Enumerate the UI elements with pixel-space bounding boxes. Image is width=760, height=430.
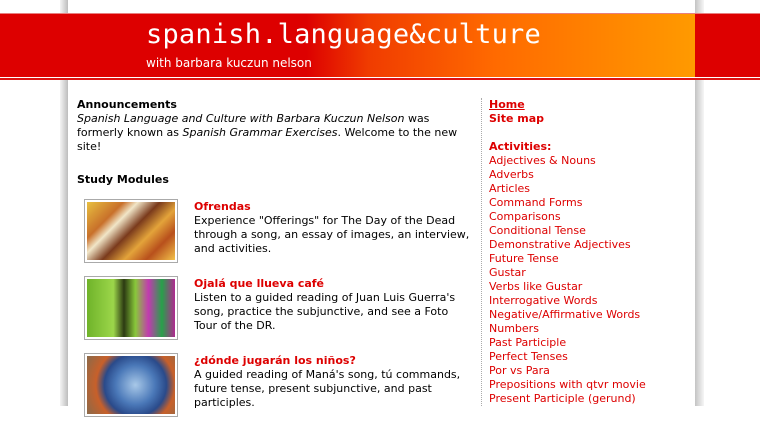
site-header	[0, 13, 760, 77]
announcement-text-2: . Welcome to the new site!	[77, 126, 458, 153]
sidebar-nav	[481, 98, 694, 406]
activity-link[interactable]: Adjectives & Nouns	[489, 154, 596, 167]
activity-link[interactable]: Verbs like Gustar	[489, 280, 583, 293]
module-ojala	[77, 276, 472, 353]
spacer	[489, 126, 694, 140]
activity-link[interactable]: Past Participle	[489, 336, 567, 349]
module-ofrendas	[77, 199, 472, 276]
activity-link[interactable]: Prepositions with qtvr movie	[489, 378, 646, 391]
study-modules-heading: Study Modules	[77, 173, 169, 186]
module-thumbnail[interactable]	[84, 353, 178, 417]
announcement-text-1: was formerly known as	[77, 112, 430, 139]
module-title-link[interactable]: Ofrendas	[194, 200, 251, 213]
announcement-italic-old-title: Spanish Grammar Exercises	[182, 126, 338, 139]
module-donde-jugaran	[77, 353, 472, 430]
module-description: A guided reading of Maná's song, tú commands, future tense, present subjunctive, and past participles.	[194, 368, 461, 409]
activity-link[interactable]: Adverbs	[489, 168, 534, 181]
activity-link[interactable]: Interrogative Words	[489, 294, 598, 307]
activity-link[interactable]: Articles	[489, 182, 531, 195]
activities-heading: Activities:	[489, 140, 552, 153]
activity-link[interactable]: Command Forms	[489, 196, 583, 209]
module-description: Listen to a guided reading of Juan Luis Guerra's song, practice the subjunctive, and see a Foto Tour of the DR.	[194, 291, 456, 332]
activity-link[interactable]: Por vs Para	[489, 364, 550, 377]
activity-link[interactable]: Conditional Tense	[489, 224, 586, 237]
site-subtitle: with barbara kuczun nelson	[146, 56, 312, 70]
nav-home-link[interactable]: Home	[489, 98, 525, 111]
activity-link[interactable]: Present Participle (gerund)	[489, 392, 636, 405]
activity-link[interactable]: Numbers	[489, 322, 539, 335]
activity-link[interactable]: Gustar	[489, 266, 526, 279]
site-title: spanish.language&culture	[146, 19, 541, 50]
header-gradient	[68, 14, 695, 77]
main-content	[77, 98, 472, 430]
header-divider	[0, 78, 760, 80]
nav-site-map-link[interactable]: Site map	[489, 112, 544, 125]
module-thumbnail[interactable]	[84, 199, 178, 263]
module-title-link[interactable]: Ojalá que llueva café	[194, 277, 325, 290]
module-title-link[interactable]: ¿dónde jugarán los niños?	[194, 354, 356, 367]
activity-link[interactable]: Perfect Tenses	[489, 350, 568, 363]
activity-link[interactable]: Comparisons	[489, 210, 561, 223]
announcements-section	[77, 98, 472, 154]
activity-link[interactable]: Demonstrative Adjectives	[489, 238, 631, 251]
announcements-heading: Announcements	[77, 98, 177, 111]
activity-link[interactable]: Negative/Affirmative Words	[489, 308, 641, 321]
activity-link[interactable]: Future Tense	[489, 252, 559, 265]
module-description: Experience "Offerings" for The Day of the Dead through a song, an essay of images, an interview, and activities.	[194, 214, 470, 255]
module-thumbnail[interactable]	[84, 276, 178, 340]
announcement-italic-title: Spanish Language and Culture with Barbara Kuczun Nelson	[77, 112, 405, 125]
announcement-text	[77, 112, 472, 154]
